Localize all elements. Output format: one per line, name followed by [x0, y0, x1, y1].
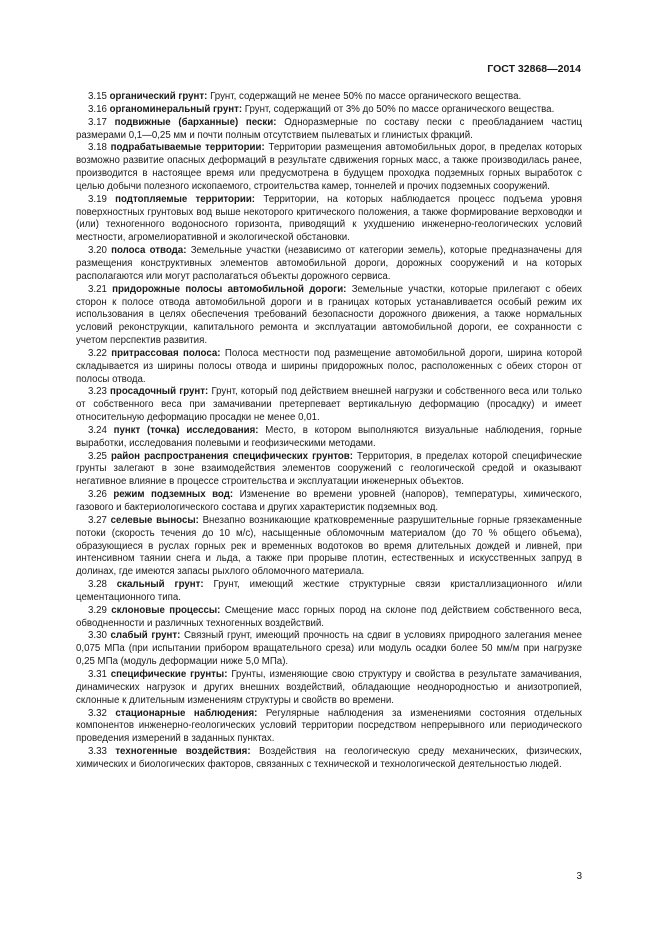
term-number: 3.31: [88, 668, 107, 680]
term-number: 3.22: [88, 347, 107, 359]
term-definition: Территория, в пределах которой специфические грунты залегают в зоне взаимодействия элементов сооружений с геологической средой и оказывают негативное влияние в процессе строительства и эксплуатации инженерных объектов.: [76, 450, 582, 488]
term-entry: [76, 245, 582, 284]
term-definition: Земельные участки (независимо от категории земель), которые предназначены для размещения конструктивных элементов автомобильной дороги, дорожных сооружений и на которых располагаются или могут располагаться объекты дорожного сервиса.: [76, 245, 582, 282]
term-entry: [76, 425, 582, 451]
term-definition: Связный грунт, имеющий прочность на сдвиг в условиях природного залегания менее 0,075 МПа (при испытании прибором вращательного среза) или модуль осадки более 50 мм/м при нагрузке 0,25 МПа (модуль деформации ниже 5,0 МПа).: [76, 630, 582, 668]
term-number: 3.24: [88, 424, 107, 436]
term-entry: [76, 284, 582, 348]
term-definition: Изменение во времени уровней (напоров), температуры, химического, газового и бактериологического состава и других характеристик подземных вод.: [76, 489, 582, 513]
term-name: полоса отвода:: [111, 245, 187, 257]
term-definition: Место, в котором выполняются визуальные наблюдения, горные выработки, исследования полевыми и геофизическими методами.: [76, 424, 582, 449]
term-definition: Грунт, имеющий жесткие структурные связи кристаллизационного и/или цементационного типа.: [76, 579, 582, 603]
term-name: склоновые процессы:: [111, 604, 221, 616]
term-definition: Грунты, изменяющие свою структуру и свойства в результате замачивания, динамических нагрузок и других внешних воздействий, обладающие неоднородностью и анизотропией, склонные к длительным изменениям структуры и свойств во времени.: [76, 668, 582, 706]
term-number: 3.32: [88, 707, 107, 719]
term-number: 3.25: [88, 450, 107, 462]
term-number: 3.21: [88, 283, 107, 295]
term-entry: [76, 605, 582, 631]
term-number: 3.20: [88, 245, 107, 257]
term-definition: Регулярные наблюдения за изменениями состояния отдельных компонентов инженерно-геологических условий территории посредством непрерывного или периодического проведения измерений в заданных пунктах.: [76, 707, 582, 745]
term-name: просадочный грунт:: [110, 386, 209, 398]
term-entry: [76, 104, 582, 117]
term-definition: Одноразмерные по составу пески с преобладанием частиц размерами 0,1—0,25 мм и почти полным отсутствием пылеватых и глинистых фракций.: [76, 116, 582, 141]
term-entry: [76, 142, 582, 193]
term-name: подрабатываемые территории:: [110, 142, 265, 154]
term-number: 3.30: [88, 630, 107, 642]
term-number: 3.23: [88, 386, 107, 398]
term-number: 3.28: [88, 579, 107, 591]
term-number: 3.16: [88, 103, 107, 115]
terms-list: [76, 91, 582, 772]
term-definition: Территории размещения автомобильных дорог, в пределах которых возможно развитие опасных деформаций в результате сдвижения горных масс, а также производилась ранее, производится в настоящее время или предусмотрена в будущем проходка подземных горных выработок с целью добычи полезного ископаемого, строительства камер, тоннелей и прочих подземных сооружений.: [76, 142, 582, 192]
term-number: 3.19: [88, 193, 107, 205]
term-entry: [76, 348, 582, 387]
term-name: стационарные наблюдения:: [115, 707, 258, 719]
term-entry: [76, 91, 582, 104]
term-definition: Смещение масс горных пород на склоне под действием собственного веса, обводненности и различных техногенных воздействий.: [76, 604, 582, 629]
term-definition: Грунт, содержащий не менее 50% по массе органического вещества.: [210, 91, 522, 102]
term-entry: [76, 451, 582, 490]
term-name: подвижные (барханные) пески:: [114, 116, 277, 128]
term-definition: Территории, на которых наблюдается процесс подъема уровня поверхностных грунтовых вод выше некоторого критического положения, а также формирование верховодки и (или) техногенного водоносного горизонта, приводящий к ухудшению инженерно-геологических условий местности, агромелиоративной и экологической обстановки.: [76, 193, 582, 244]
term-name: подтопляемые территории:: [115, 193, 256, 205]
term-number: 3.15: [88, 91, 107, 102]
term-entry: [76, 194, 582, 245]
term-name: режим подземных вод:: [113, 489, 234, 501]
term-number: 3.29: [88, 604, 107, 616]
term-name: органоминеральный грунт:: [109, 103, 243, 115]
term-number: 3.17: [88, 116, 107, 128]
term-name: техногенные воздействия:: [115, 746, 251, 758]
term-name: притрассовая полоса:: [111, 347, 221, 359]
term-entry: [76, 630, 582, 669]
term-name: слабый грунт:: [110, 630, 181, 642]
term-entry: [76, 708, 582, 747]
term-entry: [76, 489, 582, 515]
term-entry: [76, 669, 582, 708]
term-number: 3.18: [88, 142, 107, 154]
term-definition: Грунт, содержащий от 3% до 50% по массе органического вещества.: [244, 103, 555, 115]
term-name: специфические грунты:: [110, 668, 228, 680]
term-definition: Внезапно возникающие кратковременные разрушительные горные грязекаменные потоки (скорость течения до 10 м/с), насыщенные обломочным материалом (до 70 % общего объема), образующиеся в руслах горных рек и временных водотоков во время длительных дождей и ливней, при интенсивном таянии снега и льда, а также при прорыве плотин, естественных и искусственных запруд в долинах, где имеются запасы рыхлого обломочного материала.: [76, 514, 582, 578]
term-definition: Полоса местности под размещение автомобильной дороги, ширина которой складывается из ширины полосы отвода и ширины придорожных полос, расположенных с обеих сторон от полосы отвода.: [76, 347, 583, 385]
term-definition: Воздействия на геологическую среду механических, физических, химических и биологических факторов, связанных с технической и технологической деятельностью людей.: [76, 746, 582, 770]
term-entry: [76, 515, 582, 579]
term-definition: Земельные участки, которые прилегают с обеих сторон к полосе отвода автомобильной дороги и в границах которых устанавливается особый режим их использования в целях обеспечения требований безопасности дорожного движения, а также нормальных условий реконструкции, капитального ремонта и эксплуатации автомобильной дороги, ее сохранности с учетом перспектив развития.: [76, 283, 582, 347]
term-number: 3.26: [88, 489, 107, 501]
document-code: ГОСТ 32868—2014: [487, 63, 581, 75]
term-number: 3.33: [88, 746, 107, 758]
term-name: органический грунт:: [109, 91, 208, 102]
term-entry: [76, 579, 582, 605]
page-number: 3: [576, 871, 582, 882]
term-name: пункт (точка) исследования:: [113, 424, 259, 436]
term-name: район распространения специфических грунтов:: [110, 450, 353, 462]
term-number: 3.27: [88, 514, 107, 526]
term-entry: [76, 746, 582, 772]
term-entry: [76, 117, 582, 143]
term-name: селевые выносы:: [110, 514, 199, 526]
term-name: скальный грунт:: [116, 579, 204, 591]
term-definition: Грунт, который под действием внешней нагрузки и собственного веса или только от собственного веса при замачивании претерпевает вертикальную деформацию (просадку) и имеет относительную деформацию просадки не менее 0,01.: [76, 386, 582, 424]
term-entry: [76, 386, 582, 425]
term-name: придорожные полосы автомобильной дороги:: [112, 283, 347, 295]
